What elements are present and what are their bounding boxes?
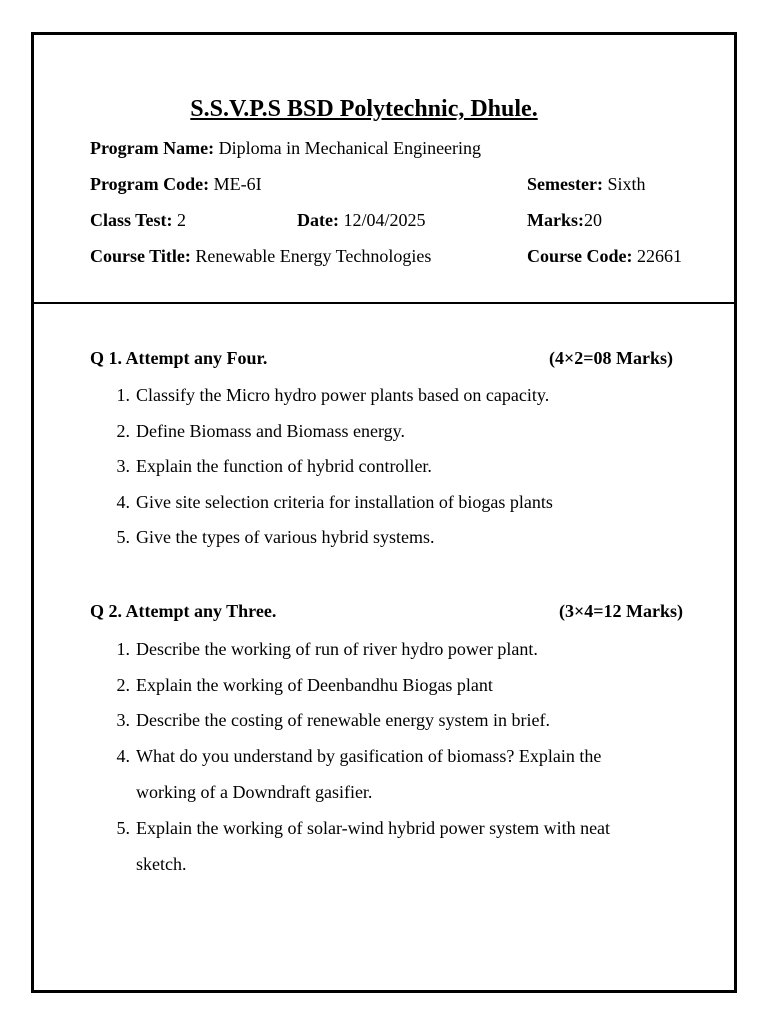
class-test-row	[90, 209, 186, 231]
question-item: 5. Give the types of various hybrid systems.	[116, 527, 435, 547]
semester-label: Semester:	[527, 174, 603, 194]
class-test-value: 2	[177, 210, 187, 230]
q2-heading: Q 2. Attempt any Three.	[90, 601, 277, 621]
question-item: 5. Explain the working of solar-wind hybrid power system with neat	[116, 818, 611, 838]
q1-heading: Q 1. Attempt any Four.	[90, 348, 268, 368]
course-title-value: Renewable Energy Technologies	[195, 246, 432, 266]
program-name-value: Diploma in Mechanical Engineering	[218, 138, 482, 158]
q1-marks: (4×2=08 Marks)	[549, 348, 673, 368]
program-code-value: ME-6I	[213, 174, 262, 194]
class-test-label: Class Test:	[90, 210, 173, 230]
question-item-continuation: working of a Downdraft gasifier.	[136, 782, 373, 802]
course-title-row	[90, 245, 431, 267]
marks-label: Marks:	[527, 210, 584, 230]
semester-row	[527, 173, 645, 195]
question-item: 3. Describe the costing of renewable energy system in brief.	[116, 710, 551, 730]
question-item: 2. Define Biomass and Biomass energy.	[116, 421, 405, 441]
course-code-label: Course Code:	[527, 246, 633, 266]
header-divider	[34, 302, 734, 304]
course-title-label: Course Title:	[90, 246, 191, 266]
program-code-label: Program Code:	[90, 174, 210, 194]
question-item: 4. Give site selection criteria for installation of biogas plants	[116, 492, 553, 512]
date-value: 12/04/2025	[343, 210, 426, 230]
course-code-row	[527, 245, 682, 267]
q2-marks: (3×4=12 Marks)	[559, 601, 683, 621]
program-name-label: Program Name:	[90, 138, 215, 158]
question-item-continuation: sketch.	[136, 854, 187, 874]
program-code-row	[90, 173, 262, 195]
question-item: 1. Classify the Micro hydro power plants based on capacity.	[116, 385, 550, 405]
date-label: Date:	[297, 210, 339, 230]
question-item: 1. Describe the working of run of river hydro power plant.	[116, 639, 538, 659]
semester-value: Sixth	[607, 174, 646, 194]
question-item: 2. Explain the working of Deenbandhu Biogas plant	[116, 675, 493, 695]
course-code-value: 22661	[637, 246, 682, 266]
program-name-row	[90, 137, 481, 159]
institute-title: S.S.V.P.S BSD Polytechnic, Dhule.	[190, 96, 538, 122]
date-row	[297, 209, 426, 231]
marks-row	[527, 209, 602, 231]
question-item: 4. What do you understand by gasification of biomass? Explain the	[116, 746, 602, 766]
marks-value: 20	[584, 210, 602, 230]
question-item: 3. Explain the function of hybrid controller.	[116, 456, 432, 476]
